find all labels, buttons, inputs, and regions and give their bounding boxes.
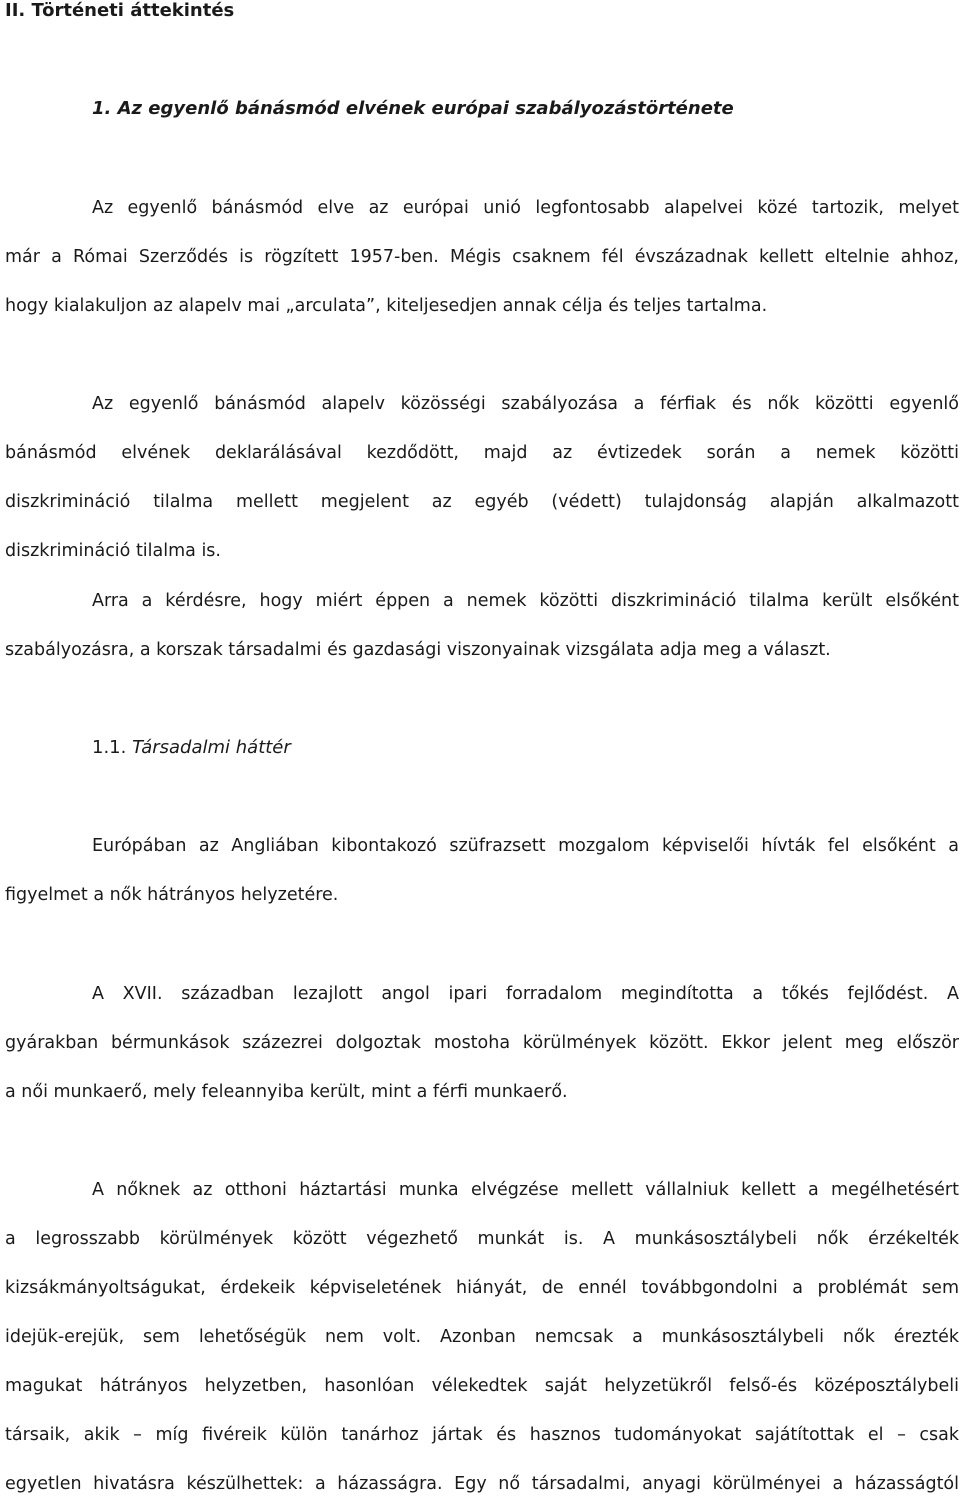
subsection-title: Társadalmi háttér xyxy=(132,737,291,758)
paragraph-line: Az egyenlő bánásmód elve az európai unió legfontosabb alapelvei közé tartozik, melyet xyxy=(92,198,959,218)
paragraph-line: diszkrimináció tilalma is. xyxy=(5,541,221,561)
paragraph-line: idejük-erejük, sem lehetőségük nem volt. Azonban nemcsak a munkásosztálybeli nők érezték xyxy=(5,1327,959,1347)
paragraph-line: Arra a kérdésre, hogy miért éppen a nemek közötti diszkrimináció tilalma került elsőként xyxy=(92,591,959,611)
paragraph-line: egyetlen hivatásra készülhettek: a házasságra. Egy nő társadalmi, anyagi körülményei a házasságtól xyxy=(5,1474,959,1494)
paragraph-line: figyelmet a nők hátrányos helyzetére. xyxy=(5,885,339,905)
paragraph-line: társaik, akik – míg fivéreik külön tanárhoz jártak és hasznos tudományokat sajátítottak el – csak xyxy=(5,1425,959,1445)
paragraph-line: bánásmód elvének deklarálásával kezdődött, majd az évtizedek során a nemek közötti xyxy=(5,443,959,463)
subsection-heading xyxy=(92,737,291,759)
paragraph-line: Európában az Angliában kibontakozó szüfrazsett mozgalom képviselői hívták fel elsőként a xyxy=(92,836,959,856)
paragraph-line: hogy kialakuljon az alapelv mai „arculata”, kiteljesedjen annak célja és teljes tartalma. xyxy=(5,296,768,316)
paragraph-line: diszkrimináció tilalma mellett megjelent az egyéb (védett) tulajdonság alapján alkalmazott xyxy=(5,492,959,512)
paragraph-line: gyárakban bérmunkások százezrei dolgoztak mostoha körülmények között. Ekkor jelent meg először xyxy=(5,1033,959,1053)
paragraph-line: magukat hátrányos helyzetben, hasonlóan vélekedtek saját helyzetükről felső-és középosztálybeli xyxy=(5,1376,959,1396)
paragraph-line: a női munkaerő, mely feleannyiba került, mint a férfi munkaerő. xyxy=(5,1082,568,1102)
paragraph-line: a legrosszabb körülmények között végezhető munkát is. A munkásosztálybeli nők érzékelték xyxy=(5,1229,959,1249)
subsection-number: 1.1. xyxy=(92,737,127,758)
paragraph-line: már a Római Szerződés is rögzített 1957-ben. Mégis csaknem fél évszázadnak kellett eltelnie ahhoz, xyxy=(5,247,959,267)
paragraph-line: szabályozásra, a korszak társadalmi és gazdasági viszonyainak vizsgálata adja meg a választ. xyxy=(5,640,831,660)
paragraph-line: Az egyenlő bánásmód alapelv közösségi szabályozása a férfiak és nők közötti egyenlő xyxy=(92,394,959,414)
paragraph-line: kizsákmányoltságukat, érdekeik képviseletének hiányát, de ennél továbbgondolni a problémát sem xyxy=(5,1278,959,1298)
section-heading: II. Történeti áttekintés xyxy=(5,0,235,21)
paragraph-line: A nőknek az otthoni háztartási munka elvégzése mellett vállalniuk kellett a megélhetésért xyxy=(92,1180,959,1200)
paragraph-line: A XVII. században lezajlott angol ipari forradalom megindította a tőkés fejlődést. A xyxy=(92,984,959,1004)
subheading: 1. Az egyenlő bánásmód elvének európai szabályozástörténete xyxy=(92,98,734,119)
